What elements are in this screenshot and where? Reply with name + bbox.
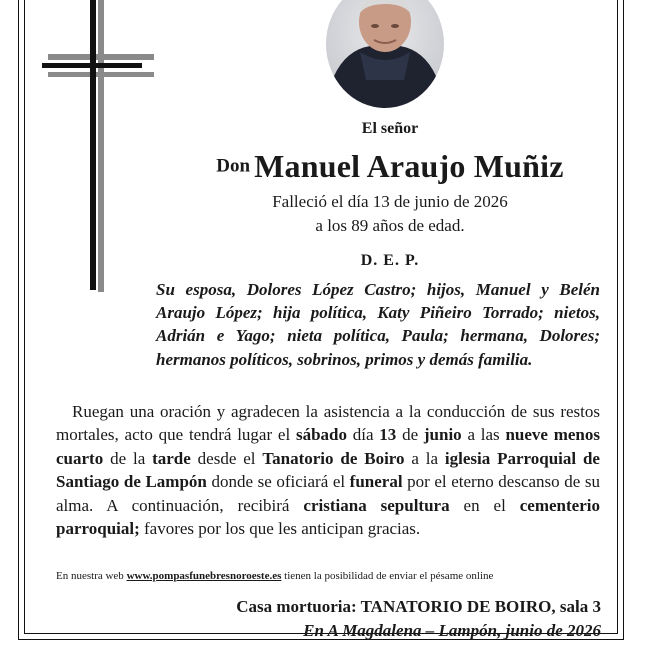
bold-run: Tanatorio de Boiro bbox=[262, 448, 405, 468]
web-notice bbox=[56, 570, 616, 582]
bold-run: cristiana sepultura bbox=[303, 495, 450, 515]
title-small: El señor bbox=[361, 120, 419, 137]
death-date-line: Falleció el día 13 de junio de 2026 bbox=[272, 192, 508, 211]
text-run: donde se oficiará el bbox=[206, 472, 350, 492]
funeral-home-line: Casa mortuoria: TANATORIO DE BOIRO, sala 3 bbox=[236, 597, 601, 616]
text-run: día bbox=[346, 425, 380, 445]
text-run: en el bbox=[449, 495, 520, 515]
bold-run: junio bbox=[423, 425, 462, 445]
text-run: favores por los que les anticipan gracias. bbox=[139, 519, 421, 539]
cross-icon bbox=[42, 0, 154, 292]
text-run: desde el bbox=[190, 448, 263, 468]
web-text-before: En nuestra web bbox=[56, 570, 127, 582]
service-paragraph bbox=[56, 400, 600, 540]
text-run: Ruegan una oración y agradecen la asistencia a la conducción de sus restos mortales, acto que tendrá lugar el bbox=[56, 402, 600, 445]
bold-run: iglesia Parroquial de Santiago de Lampón bbox=[56, 448, 600, 492]
bold-run: cementerio parroquial; bbox=[56, 495, 600, 539]
text-run: de la bbox=[103, 448, 153, 468]
web-text-after: tienen la posibilidad de enviar el pésame online bbox=[281, 570, 494, 582]
bold-run: 13 bbox=[379, 425, 397, 445]
name-prefix: Don bbox=[216, 155, 251, 177]
age-line: a los 89 años de edad. bbox=[315, 216, 465, 235]
text-run: por el eterno descanso de su alma. A continuación, recibirá bbox=[56, 472, 600, 515]
place-date-line: En A Magdalena – Lampón, junio de 2026 bbox=[303, 621, 601, 640]
deceased-name-line bbox=[160, 148, 620, 185]
rip-text: D. E. P. bbox=[360, 252, 420, 269]
bold-run: tarde bbox=[152, 448, 191, 468]
text-run: de bbox=[396, 425, 424, 445]
family-paragraph: Su esposa, Dolores López Castro; hijos, Manuel y Belén Araujo López; hija política, Katy Piñeiro Torrado; nietos, Adrián e Yago; nieta política, Paula; hermana, Dolores; hermanos políticos, sobrinos, primos y demás familia. bbox=[156, 280, 600, 369]
text-run: a la bbox=[404, 448, 445, 468]
deceased-name: Manuel Araujo Muñiz bbox=[254, 148, 564, 184]
text-run: a las bbox=[461, 425, 506, 445]
bold-run: nueve menos cuarto bbox=[56, 425, 600, 468]
bold-run: funeral bbox=[349, 472, 403, 492]
website-link[interactable]: www.pompasfunebresnoroeste.es bbox=[126, 570, 282, 582]
bold-run: sábado bbox=[295, 425, 347, 445]
